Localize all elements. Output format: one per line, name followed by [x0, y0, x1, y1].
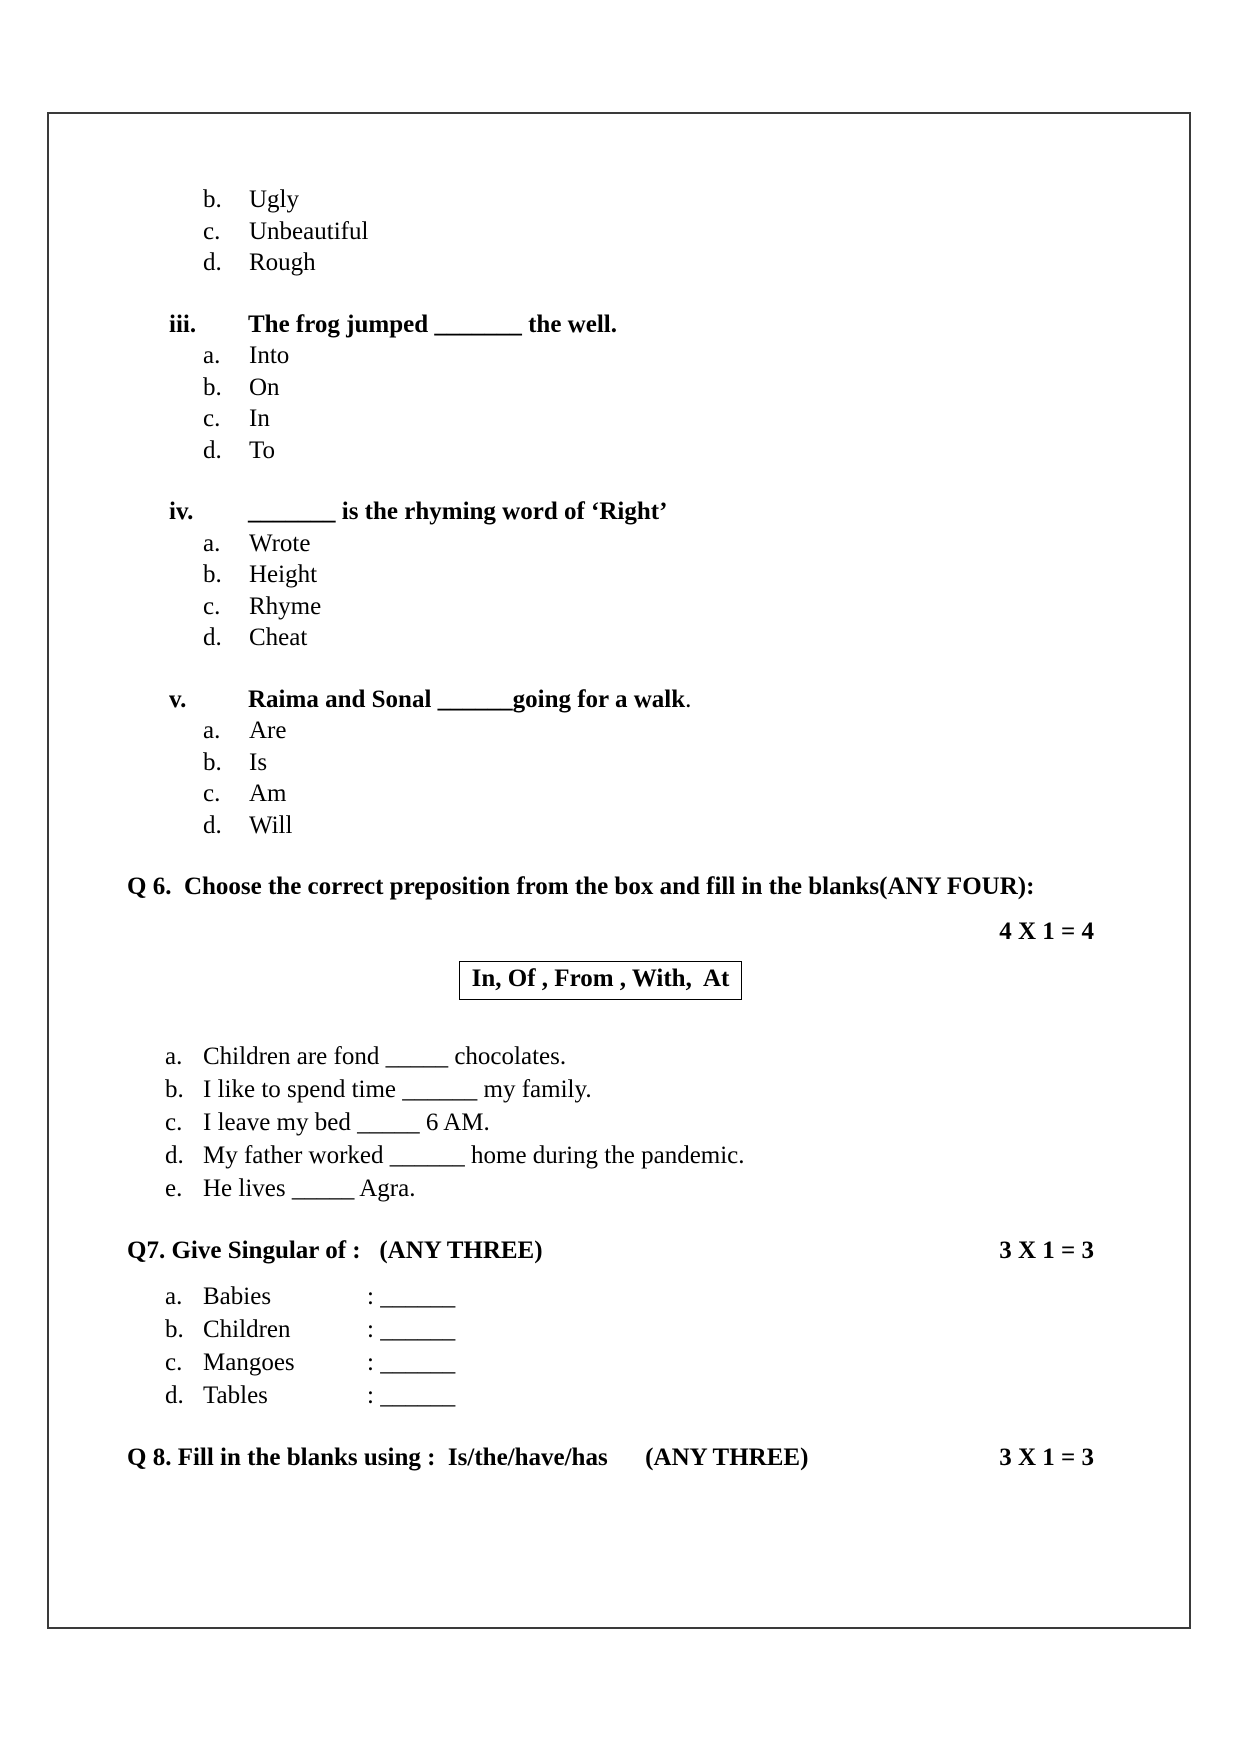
option-text: To [249, 436, 276, 464]
option-marker: a. [203, 529, 221, 557]
list-item [165, 1379, 1134, 1412]
option-text: Ugly [249, 186, 299, 213]
option-marker: d. [203, 249, 222, 276]
list-item [203, 340, 1134, 372]
option-marker: d. [203, 436, 222, 464]
option-list-v [203, 715, 1134, 841]
list-item [165, 1106, 1134, 1139]
question-prompt-tail: . [685, 685, 692, 713]
option-marker: c. [203, 405, 221, 432]
option-text: Unbeautiful [249, 217, 369, 245]
option-text: Cheat [249, 624, 308, 651]
option-text: Rough [249, 249, 316, 276]
list-item [203, 403, 1134, 435]
preposition-word-box: In, Of , From , With, At [459, 961, 743, 1000]
answer-colon: : [367, 1349, 374, 1376]
list-item [203, 715, 1134, 747]
question-7-heading [127, 1235, 1134, 1266]
item-marker: d. [165, 1142, 184, 1169]
answer-blank: ______ [380, 1283, 456, 1310]
option-text: Height [249, 561, 318, 588]
question-8-marks: 3 X 1 = 3 [999, 1444, 1094, 1471]
list-item [203, 184, 1134, 216]
question-prompt: _______ is the rhyming word of ‘Right’ [248, 498, 668, 525]
list-item [165, 1346, 1134, 1379]
item-text: Children are fond _____ chocolates. [203, 1043, 567, 1070]
list-item [165, 1313, 1134, 1346]
option-marker: c. [203, 592, 221, 620]
option-marker: c. [203, 780, 221, 807]
list-item [203, 528, 1134, 560]
question-item-v [169, 684, 1134, 716]
spacer [127, 1000, 1134, 1040]
answer-blank: ______ [380, 1349, 456, 1376]
item-marker: a. [165, 1043, 183, 1070]
answer-colon: : [367, 1283, 374, 1310]
option-text: Into [249, 342, 290, 369]
spacer [127, 1412, 1134, 1442]
option-text: Am [249, 780, 287, 807]
item-marker: d. [165, 1382, 184, 1409]
question-item-iii [169, 309, 1134, 341]
question-7-number: Q7. [127, 1237, 166, 1264]
spacer [127, 654, 1134, 684]
option-marker: b. [203, 186, 222, 213]
spacer [127, 1266, 1134, 1280]
item-marker: e. [165, 1175, 183, 1202]
plural-word: Children [203, 1316, 291, 1343]
list-item [203, 247, 1134, 279]
question-7-items [165, 1280, 1134, 1412]
answer-blank: ______ [380, 1316, 456, 1343]
list-item [165, 1040, 1134, 1073]
question-6-marks: 4 X 1 = 4 [999, 918, 1094, 945]
option-marker: b. [203, 561, 222, 588]
question-8-heading [127, 1442, 1134, 1473]
question-6-title: Choose the correct preposition from the box and fill in the blanks(ANY FOUR): [183, 873, 1035, 900]
item-text: I like to spend time ______ my family. [203, 1076, 592, 1103]
spacer [127, 1205, 1134, 1235]
list-item [203, 778, 1134, 810]
list-item [203, 559, 1134, 591]
question-6-number: Q 6. [127, 873, 172, 900]
item-marker: c. [165, 1109, 183, 1136]
question-8-number: Q 8. [127, 1444, 172, 1471]
option-text: Are [249, 717, 287, 744]
spacer [127, 902, 1134, 916]
question-prompt: Raima and Sonal ______going for a walk [248, 685, 686, 713]
option-list-continued [203, 184, 1134, 279]
option-text: Will [249, 811, 293, 839]
page-border [47, 112, 1191, 1629]
roman-marker: iii. [169, 310, 197, 338]
plural-word: Babies [203, 1283, 272, 1310]
option-list-iv [203, 528, 1134, 654]
roman-marker: iv. [169, 498, 194, 525]
roman-marker: v. [169, 685, 187, 713]
option-marker: a. [203, 342, 221, 369]
item-marker: b. [165, 1316, 184, 1343]
option-list-iii [203, 340, 1134, 466]
list-item [203, 747, 1134, 779]
spacer [127, 466, 1134, 496]
item-text: My father worked ______ home during the pandemic. [203, 1142, 745, 1169]
option-marker: a. [203, 717, 221, 744]
question-item-iv [169, 496, 1134, 528]
question-6-heading [127, 871, 1134, 902]
item-marker: b. [165, 1076, 184, 1103]
list-item [203, 216, 1134, 248]
list-item [203, 810, 1134, 842]
option-text: Is [249, 748, 268, 776]
list-item [203, 591, 1134, 623]
option-marker: d. [203, 624, 222, 651]
question-7-title: Give Singular of : (ANY THREE) [171, 1237, 543, 1264]
question-7-marks: 3 X 1 = 3 [999, 1237, 1094, 1264]
question-prompt: The frog jumped _______ the well. [248, 310, 617, 338]
item-marker: a. [165, 1283, 183, 1310]
answer-blank: ______ [380, 1382, 456, 1409]
list-item [165, 1172, 1134, 1205]
option-marker: d. [203, 811, 222, 839]
preposition-box-wrapper [127, 961, 1134, 1000]
option-marker: b. [203, 748, 222, 776]
list-item [203, 622, 1134, 654]
list-item [165, 1139, 1134, 1172]
option-marker: c. [203, 217, 221, 245]
option-marker: b. [203, 373, 222, 401]
answer-colon: : [367, 1316, 374, 1343]
plural-word: Mangoes [203, 1349, 295, 1376]
plural-word: Tables [203, 1382, 268, 1409]
option-text: On [249, 373, 280, 401]
page-content [49, 114, 1189, 1627]
item-marker: c. [165, 1349, 183, 1376]
question-6-items [165, 1040, 1134, 1205]
spacer [127, 841, 1134, 871]
list-item [203, 372, 1134, 404]
item-text: I leave my bed _____ 6 AM. [203, 1109, 490, 1136]
list-item [165, 1073, 1134, 1106]
answer-colon: : [367, 1382, 374, 1409]
list-item [203, 435, 1134, 467]
spacer [127, 279, 1134, 309]
option-text: Wrote [249, 529, 311, 557]
question-8-title: Fill in the blanks using : Is/the/have/has (ANY THREE) [177, 1444, 809, 1471]
spacer [127, 947, 1134, 961]
option-text: Rhyme [249, 592, 322, 620]
option-text: In [249, 405, 270, 432]
item-text: He lives _____ Agra. [203, 1175, 416, 1202]
list-item [165, 1280, 1134, 1313]
